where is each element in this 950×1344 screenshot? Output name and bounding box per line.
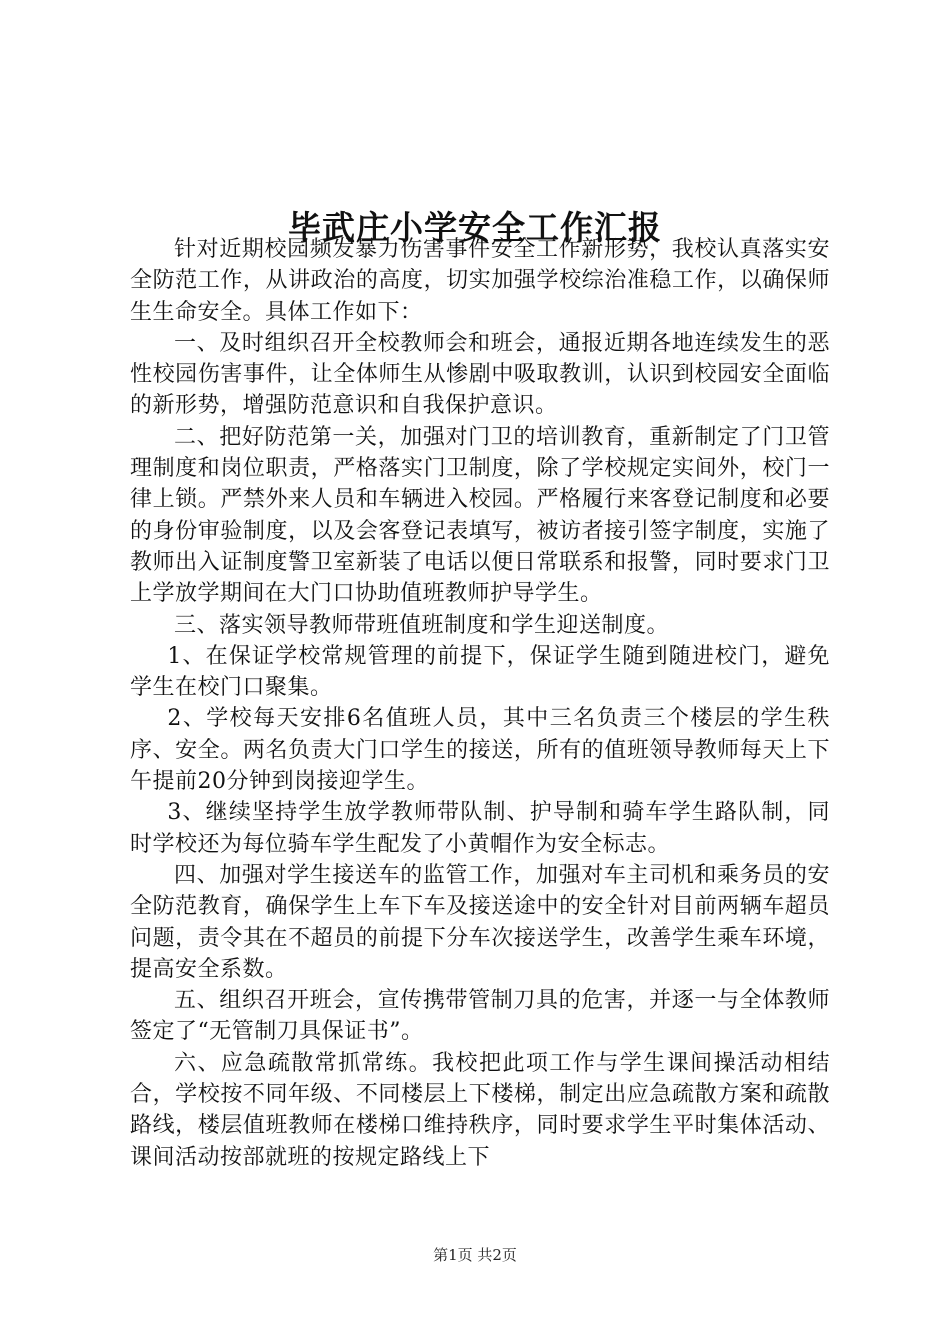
paragraph-section-5: 五、组织召开班会，宣传携带管制刀具的危害，并逐一与全体教师签定了“无管制刀具保证书”。: [130, 988, 830, 1045]
paragraph-item-1: 1、在保证学校常规管理的前提下，保证学生随到随进校门，避免学生在校门口聚集。: [130, 643, 830, 701]
paragraph-item-2: 2、学校每天安排6名值班人员，其中三名负责三个楼层的学生秩序、安全。两名负责大门口学生的接送，所有的值班领导教师每天上下午提前20分钟到岗接迎学生。: [130, 706, 830, 795]
document-title: 毕武庄小学安全工作汇报: [288, 208, 662, 248]
paragraph-section-2: 二、把好防范第一关，加强对门卫的培训教育，重新制定了门卫管理制度和岗位职责，严格落实门卫制度，除了学校规定实间外，校门一律上锁。严禁外来人员和车辆进入校园。严格履行来客登记制度和必要的身份审验制度，以及会客登记表填写，被访者接引签字制度，实施了教师出入证制度警卫室新装了电话以便日常联系和报警，同时要求门卫上学放学期间在大门口协助值班教师护导学生。: [130, 424, 830, 607]
paragraph-section-3: 三、落实领导教师带班值班制度和学生迎送制度。: [174, 612, 670, 638]
paragraph-section-6: 六、应急疏散常抓常练。我校把此项工作与学生课间操活动相结合，学校按不同年级、不同楼层上下楼梯，制定出应急疏散方案和疏散路线，楼层值班教师在楼梯口维持秩序，同时要求学生平时集体活动、课间活动按部就班的按规定路线上下: [130, 1050, 830, 1170]
document-body: [130, 234, 830, 1173]
paragraph-section-1: 一、及时组织召开全校教师会和班会，通报近期各地连续发生的恶性校园伤害事件，让全体师生从惨剧中吸取教训，认识到校园安全面临的新形势，增强防范意识和自我保护意识。: [130, 330, 830, 419]
paragraph-intro: 针对近期校园频发暴力伤害事件安全工作新形势，我校认真落实安全防范工作，从讲政治的高度，切实加强学校综治准稳工作，以确保师生生命安全。具体工作如下：: [130, 237, 830, 325]
paragraph-section-4: 四、加强对学生接送车的监管工作，加强对车主司机和乘务员的安全防范教育，确保学生上车下车及接送途中的安全针对目前两辆车超员问题，责令其在不超员的前提下分车次接送学生，改善学生乘车环境，提高安全系数。: [130, 862, 830, 982]
page-number-footer: 第1页 共2页: [433, 1246, 517, 1264]
paragraph-item-3: 3、继续坚持学生放学教师带队制、护导制和骑车学生路队制，同时学校还为每位骑车学生配发了小黄帽作为安全标志。: [130, 800, 830, 857]
